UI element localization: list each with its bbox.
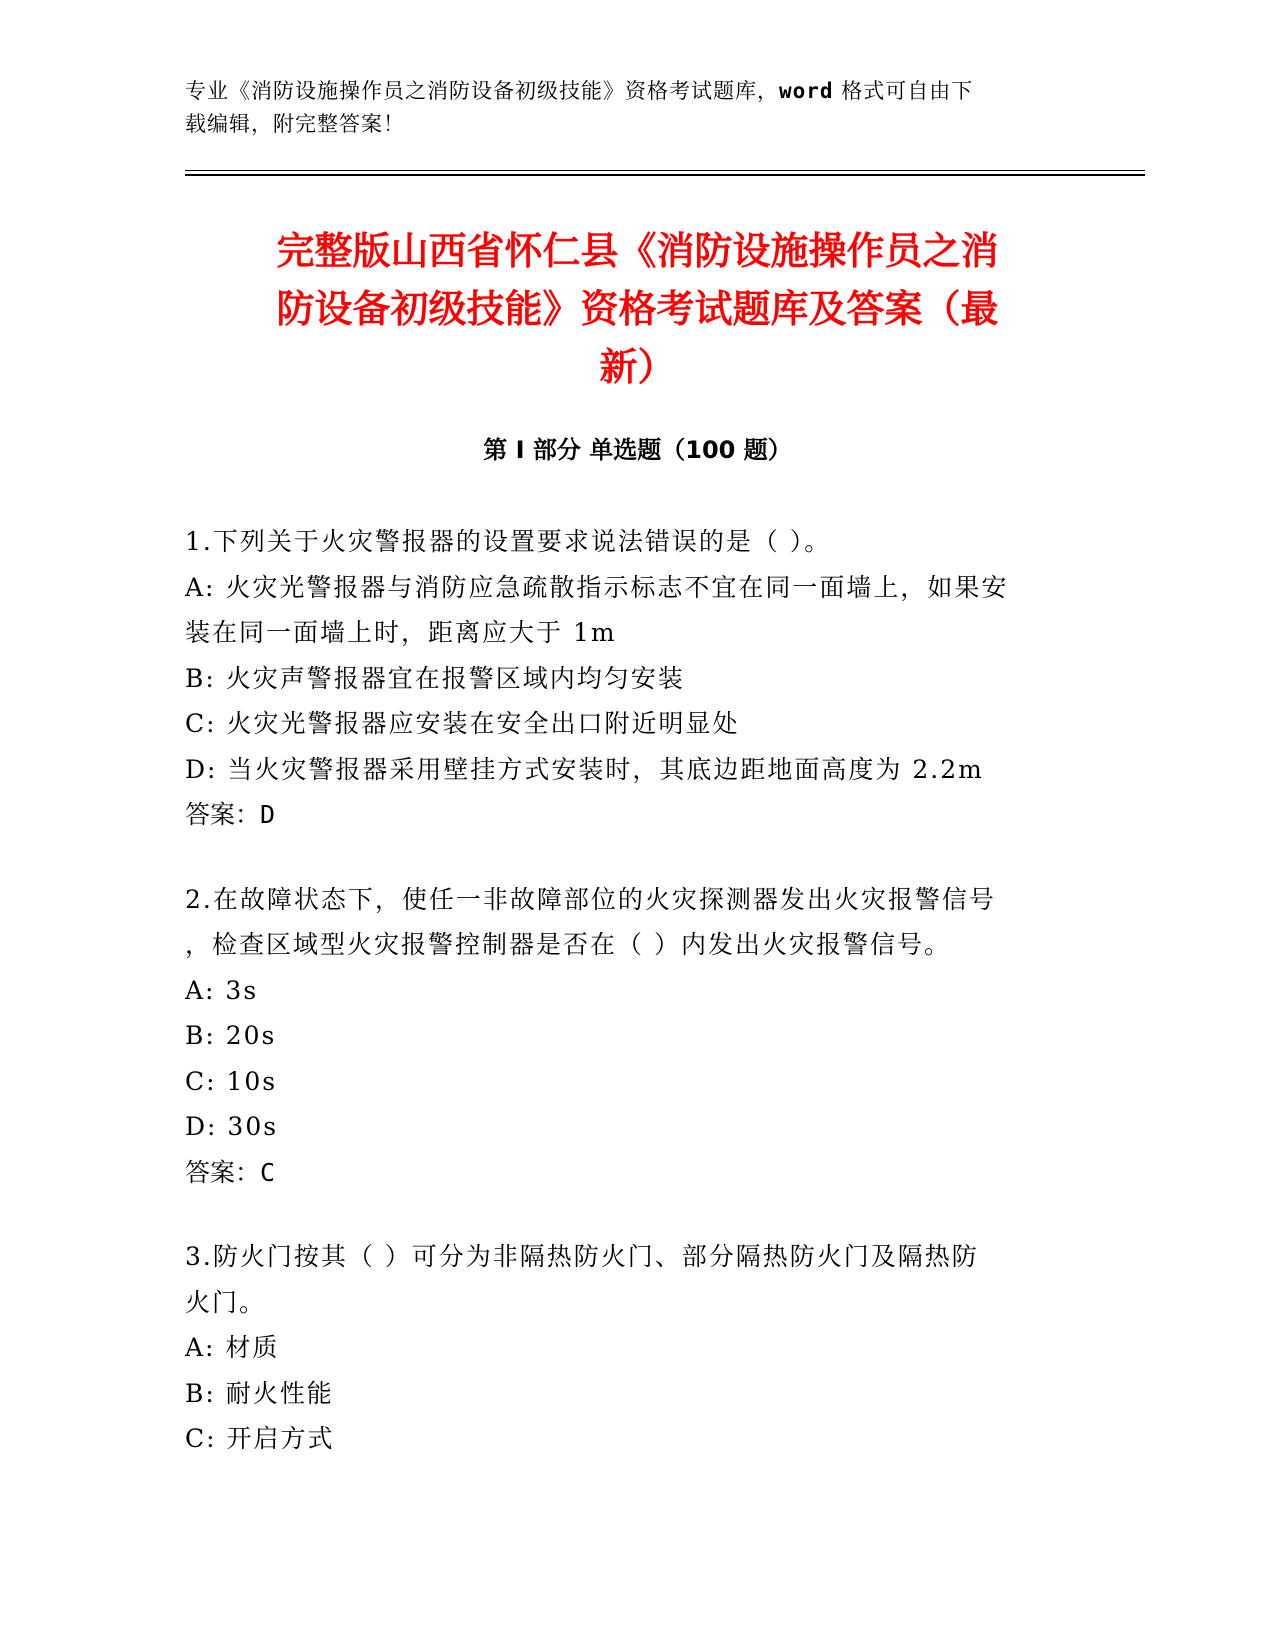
answer-option: B: 火灾声警报器宜在报警区域内均匀安装 xyxy=(185,663,685,693)
question-stem: 3.防火门按其（ ）可分为非隔热防火门、部分隔热防火门及隔热防 xyxy=(185,1242,979,1271)
intro-line-2: 载编辑，附完整答案！ xyxy=(185,112,405,136)
intro-format-word: word xyxy=(779,79,834,103)
answer-option: B: 耐火性能 xyxy=(185,1378,334,1408)
answer-option: D: 当火灾警报器采用壁挂方式安装时，其底边距地面高度为 2.2m xyxy=(185,754,984,784)
question-stem: 1.下列关于火灾警报器的设置要求说法错误的是（ ）。 xyxy=(185,527,832,556)
question-block xyxy=(185,519,1075,838)
intro-text: 专业《消防设施操作员之消防设备初级技能》资格考试题库， xyxy=(185,79,779,103)
title-line-1: 完整版山西省怀仁县《消防设施操作员之消 xyxy=(276,229,999,273)
answer-label: 答案： xyxy=(185,800,261,829)
document-intro xyxy=(185,75,1065,141)
question-stem: 火门。 xyxy=(185,1287,267,1317)
section-heading: 第 I 部分 单选题（100 题） xyxy=(483,436,792,464)
answer-option: C: 开启方式 xyxy=(185,1424,335,1453)
question-stem: 2.在故障状态下，使任一非故障部位的火灾探测器发出火灾报警信号 xyxy=(185,884,996,914)
intro-text-cont: 格式可自由下 xyxy=(841,79,974,103)
correct-answer xyxy=(185,792,1075,838)
header-rule-thin xyxy=(185,170,1145,171)
answer-option: D: 30s xyxy=(185,1112,279,1141)
answer-option: C: 10s xyxy=(185,1066,278,1096)
correct-answer xyxy=(185,1150,1075,1196)
question-stem: ，检查区域型火灾报警控制器是否在（ ）内发出火灾报警信号。 xyxy=(185,930,951,959)
question-list xyxy=(185,519,1075,1501)
answer-option: 装在同一面墙上时，距离应大于 1m xyxy=(185,618,617,647)
answer-value: C xyxy=(260,1157,276,1187)
title-line-3: 新） xyxy=(599,345,676,389)
answer-option: A: 材质 xyxy=(185,1333,280,1362)
intro-line-1 xyxy=(185,75,1065,108)
title-line-2: 防设备初级技能》资格考试题库及答案（最 xyxy=(276,287,999,331)
answer-label: 答案： xyxy=(185,1157,261,1187)
answer-option: A: 3s xyxy=(185,975,259,1005)
document-title xyxy=(185,222,1090,396)
answer-value: D xyxy=(260,800,276,829)
question-block xyxy=(185,1234,1075,1462)
answer-option: C: 火灾光警报器应安装在安全出口附近明显处 xyxy=(185,709,740,738)
header-rule-thick xyxy=(185,174,1145,176)
answer-option: B: 20s xyxy=(185,1021,277,1050)
question-block xyxy=(185,877,1075,1196)
answer-option: A: 火灾光警报器与消防应急疏散指示标志不宜在同一面墙上，如果安 xyxy=(185,572,1009,602)
